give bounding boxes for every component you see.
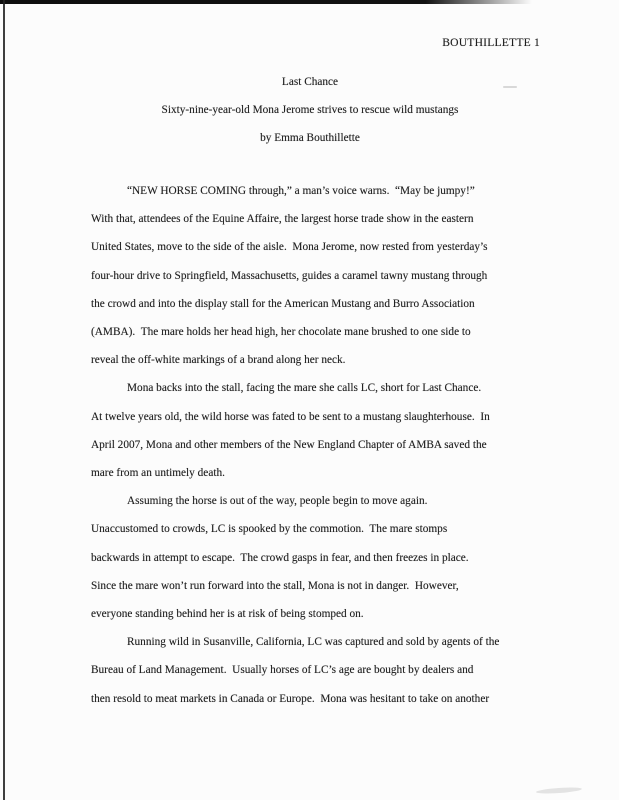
body-line: then resold to meat markets in Canada or Europe. Mona was hesitant to take on another	[91, 692, 490, 705]
body-line: backwards in attempt to escape. The crowd gasps in fear, and then freezes in place.	[91, 551, 469, 564]
body-line: Unaccustomed to crowds, LC is spooked by the commotion. The mare stomps	[91, 523, 448, 536]
body-line: reveal the off-white markings of a brand along her neck.	[91, 354, 346, 367]
document-subtitle: Sixty-nine-year-old Mona Jerome strives to rescue wild mustangs	[161, 104, 459, 117]
body-line: everyone standing behind her is at risk of being stomped on.	[91, 608, 364, 621]
body-line: “NEW HORSE COMING through,” a man’s voice warns. “May be jumpy!”	[127, 185, 475, 197]
scan-edge-top-artifact	[0, 0, 532, 4]
document-title: Last Chance	[281, 76, 339, 88]
body-line: Running wild in Susanville, California, LC was captured and sold by agents of the	[127, 636, 500, 649]
body-line: four-hour drive to Springfield, Massachusetts, guides a caramel tawny mustang through	[91, 269, 488, 282]
document-byline: by Emma Bouthillette	[260, 132, 360, 145]
body-line: At twelve years old, the wild horse was fated to be sent to a mustang slaughterhouse. In	[91, 410, 490, 423]
scan-smudge	[536, 786, 582, 794]
body-line: (AMBA). The mare holds her head high, her chocolate mane brushed to one side to	[91, 326, 471, 339]
body-line: April 2007, Mona and other members of the New England Chapter of AMBA saved the	[91, 438, 487, 451]
body-line: Since the mare won’t run forward into the stall, Mona is not in danger. However,	[91, 579, 459, 592]
body-line: mare from an untimely death.	[91, 467, 225, 480]
body-line: Bureau of Land Management. Usually horses of LC’s age are bought by dealers and	[91, 664, 474, 677]
scan-edge-left-artifact	[3, 0, 5, 800]
body-line: Assuming the horse is out of the way, people begin to move again.	[127, 495, 428, 508]
title-block	[90, 68, 530, 153]
body-line: the crowd and into the display stall for the American Mustang and Burro Association	[91, 297, 475, 310]
body-line: United States, move to the side of the aisle. Mona Jerome, now rested from yesterday’s	[91, 241, 488, 254]
manuscript-body	[91, 177, 561, 713]
page-header-author-pagenum: BOUTHILLETTE 1	[442, 36, 540, 49]
body-line: With that, attendees of the Equine Affaire, the largest horse trade show in the eastern	[91, 213, 474, 226]
body-line: Mona backs into the stall, facing the mare she calls LC, short for Last Chance.	[127, 382, 482, 395]
